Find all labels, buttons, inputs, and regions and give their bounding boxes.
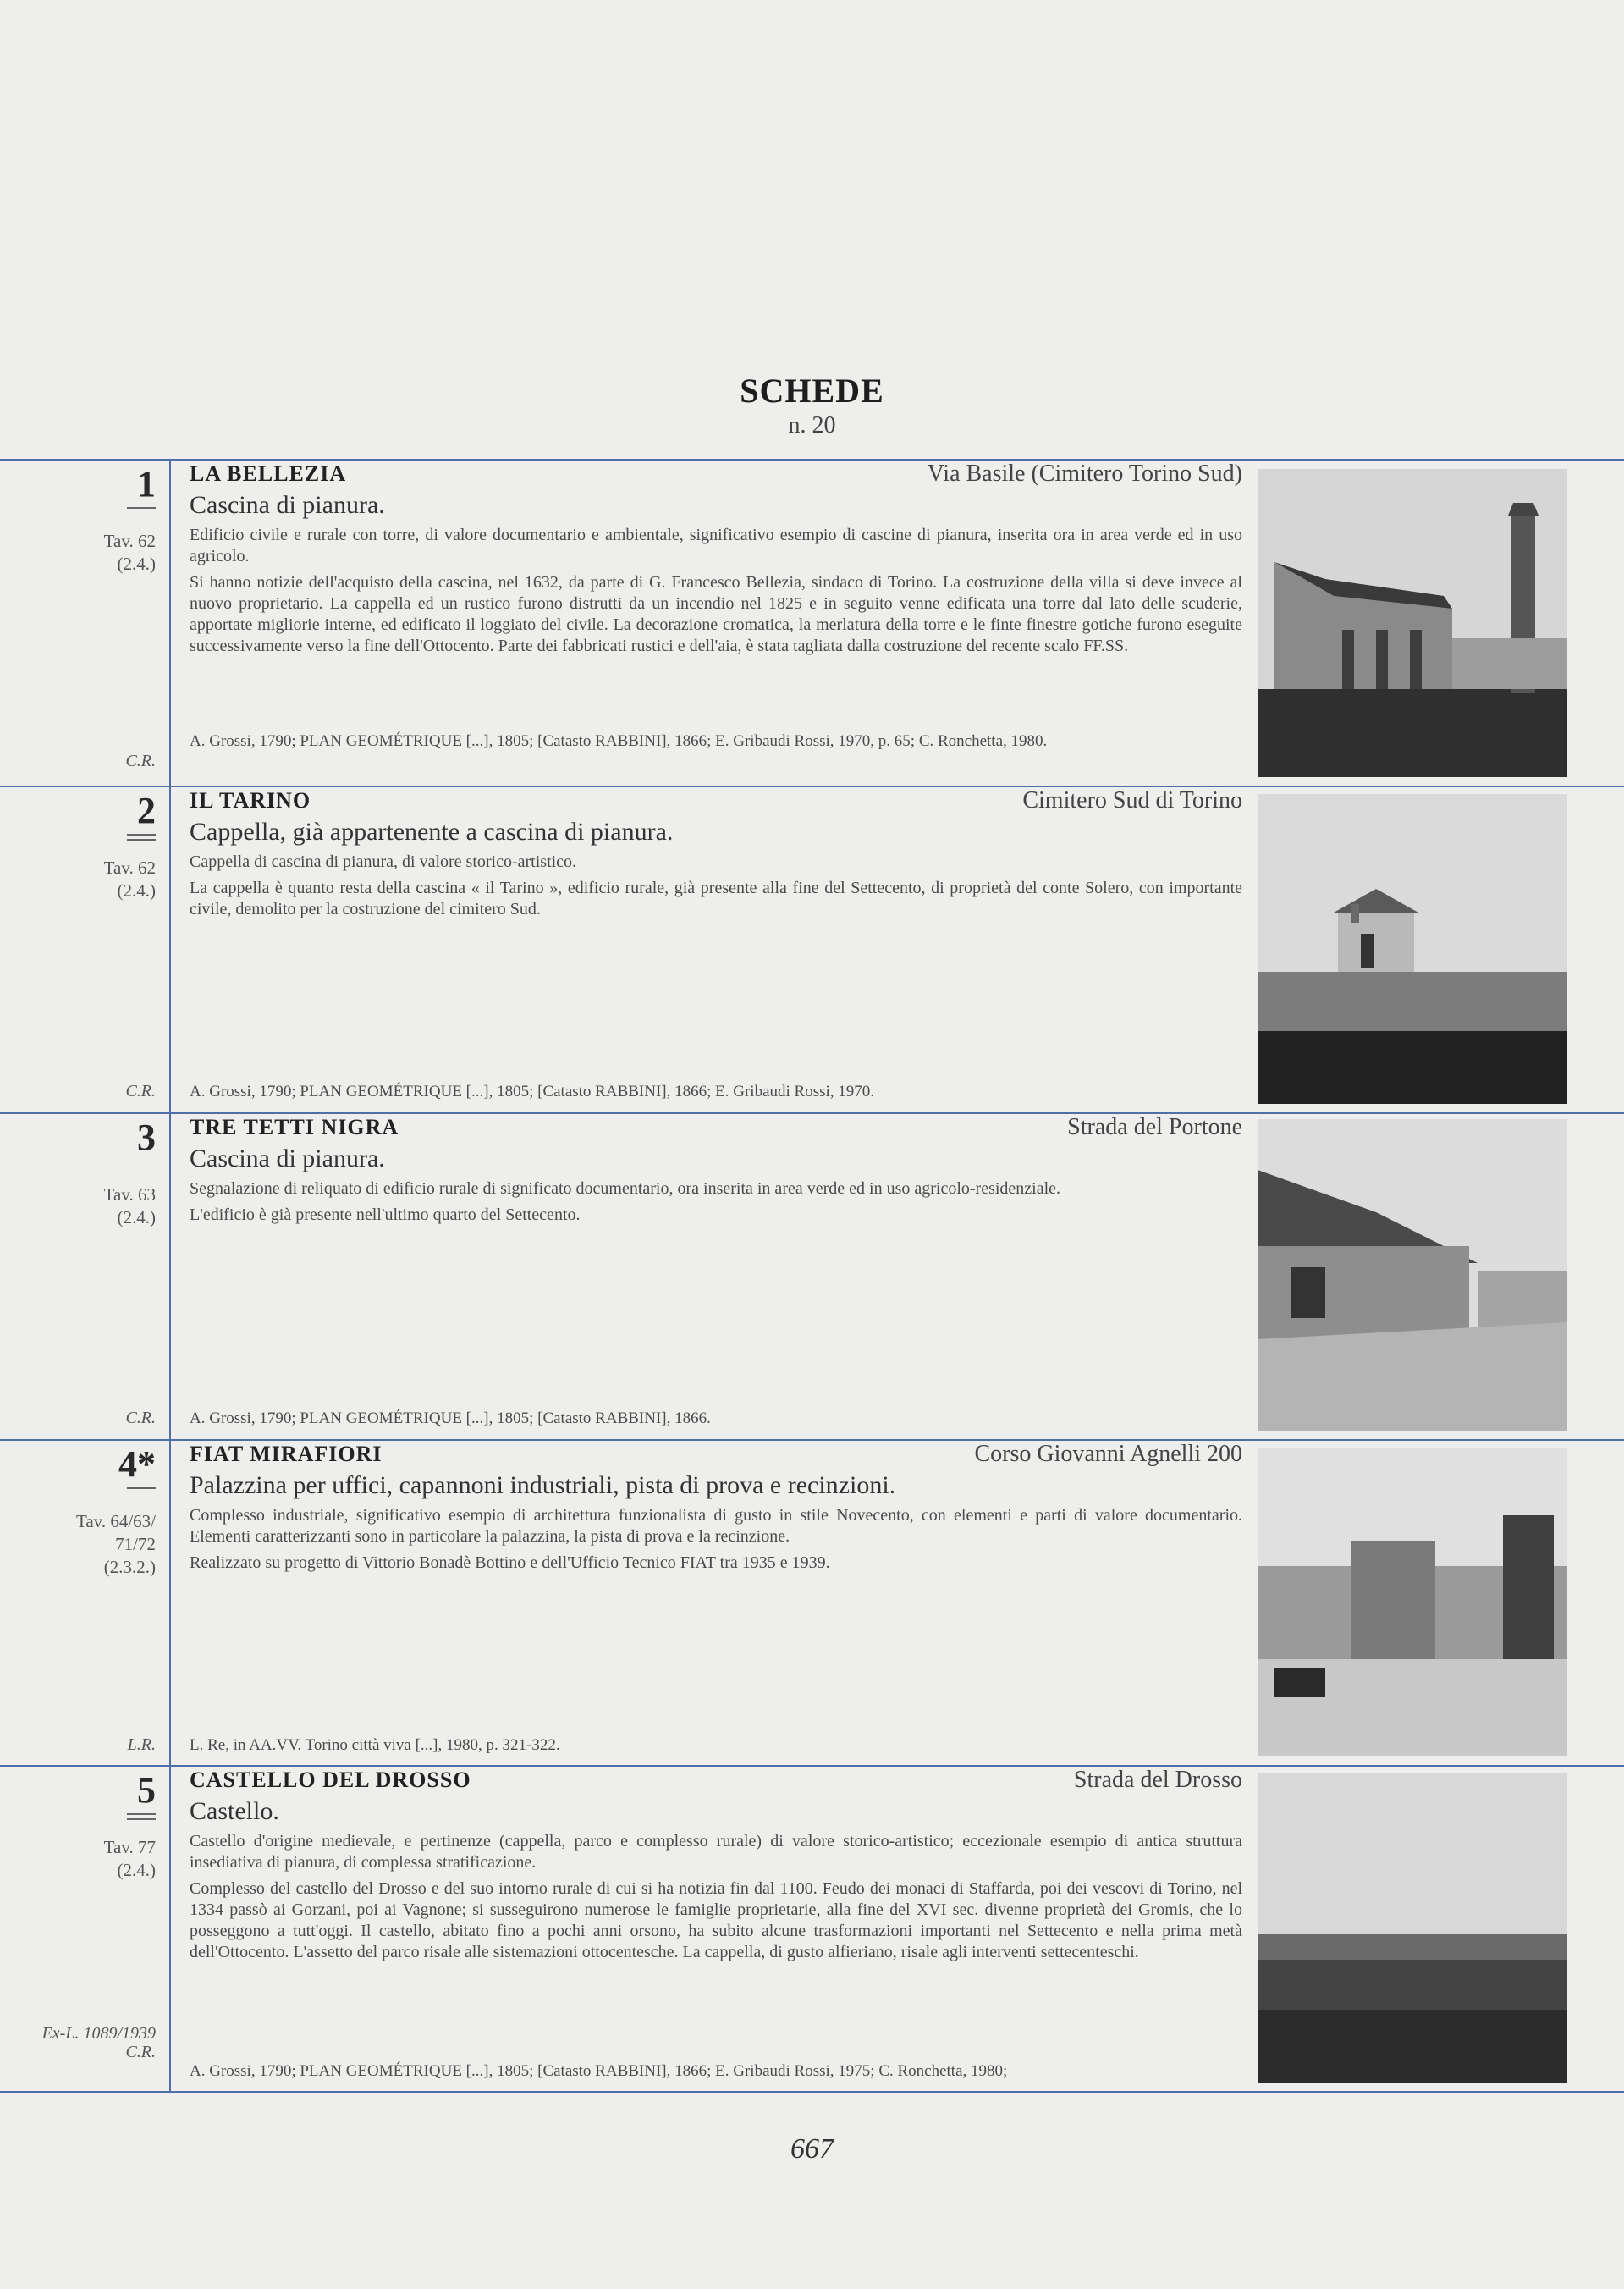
entry-type: Palazzina per uffici, capannoni industriali, pista di prova e recinzioni. bbox=[190, 1471, 896, 1499]
entry-paragraph: Complesso del castello del Drosso e del suo intorno rurale di cui si ha notizia fin dal 1100. Feudo dei monaci di Staffarda, poi dei vescovi di Torino, nel 1334 passò ai Gorzani, poi ai Vagnone; si susseguirono numerose le famiglie proprietarie, alla fine del XVI sec. divenne proprietà dei Gromis, che lo posseggono a tutt'oggi. Il castello, abitato fino a pochi anni orsono, ha subito alcune trasformazioni importanti nel Settecento e nella prima metà dell'Ottocento. L'assetto del parco risale alle sistemazioni ottocentesche. La cappella, di gusto alfieriano, risale agli interventi settecenteschi. bbox=[190, 1879, 1242, 1961]
author-initials: C.R. bbox=[125, 752, 156, 770]
entry-location: Corso Giovanni Agnelli 200 bbox=[974, 1441, 1242, 1467]
photo-castello-del-drosso bbox=[1258, 1773, 1567, 2083]
entry-content bbox=[190, 1767, 1242, 1968]
entry-content bbox=[190, 1114, 1242, 1231]
photo-fiat-mirafiori bbox=[1258, 1448, 1567, 1756]
entry-type: Cascina di pianura. bbox=[190, 1144, 385, 1172]
tavola-ref: Tav. 77 (2.4.) bbox=[103, 1837, 156, 1880]
page-number: 667 bbox=[790, 2133, 834, 2165]
entry-paragraph: L'edificio è già presente nell'ultimo quarto del Settecento. bbox=[190, 1205, 581, 1224]
bibliography: A. Grossi, 1790; PLAN GEOMÉTRIQUE [...], 1805; [Catasto RABBINI], 1866; E. Gribaudi Rossi, 1975; C. Ronchetta, 1980; bbox=[190, 2062, 1008, 2080]
bibliography: L. Re, in AA.VV. Torino città viva [...], 1980, p. 321-322. bbox=[190, 1736, 560, 1754]
entry-location: Strada del Portone bbox=[1067, 1114, 1242, 1140]
entry-type: Cappella, già appartenente a cascina di pianura. bbox=[190, 818, 674, 846]
entry-name: IL TARINO bbox=[190, 788, 311, 813]
tavola-ref: Tav. 62 (2.4.) bbox=[103, 531, 156, 574]
entry-paragraph: Realizzato su progetto di Vittorio Bonadè Bottino e dell'Ufficio Tecnico FIAT tra 1935 e 1939. bbox=[190, 1553, 830, 1572]
entries-table bbox=[0, 459, 1624, 2093]
entry-location: Cimitero Sud di Torino bbox=[1022, 787, 1242, 814]
entry-paragraph: La cappella è quanto resta della cascina « il Tarino », edificio rurale, già presente alla fine del Settecento, di proprietà del conte Solero, con importante civile, demolito per la costruzione del cimitero Sud. bbox=[190, 879, 1242, 918]
entry-1 bbox=[0, 459, 1624, 786]
entry-content bbox=[190, 461, 1242, 662]
entry-4 bbox=[0, 1439, 1624, 1765]
tavola-ref: Tav. 64/63/ 71/72 (2.3.2.) bbox=[76, 1511, 156, 1577]
bibliography: A. Grossi, 1790; PLAN GEOMÉTRIQUE [...], 1805; [Catasto RABBINI], 1866; E. Gribaudi Rossi, 1970. bbox=[190, 1083, 875, 1100]
author-initials: L.R. bbox=[127, 1735, 156, 1754]
tavola-ref: Tav. 63 (2.4.) bbox=[103, 1184, 156, 1227]
entry-paragraph: Si hanno notizie dell'acquisto della cascina, nel 1632, da parte di G. Francesco Bellezia, sindaco di Torino. La costruzione della villa si deve invece al nuovo proprietario. La cappella ed un rustico furono distrutti da un incendio nel 1825 e in seguito venne edificata una torre dal lato delle scuderie, apportate migliorie interne, ed edificato il loggiato del civile. La decorazione cromatica, la merlatura della torre e le finte finestre gotiche furono eseguite successivamente verso la fine dell'Ottocento. Parte dei fabbricati rustici e dell'aia, è stata tagliata dalla costruzione del recente scalo FF.SS. bbox=[190, 573, 1242, 655]
page-subtitle: n. 20 bbox=[788, 412, 836, 438]
author-initials: C.R. bbox=[125, 1082, 156, 1100]
entry-name: TRE TETTI NIGRA bbox=[190, 1115, 399, 1139]
author-initials: C.R. bbox=[125, 1409, 156, 1427]
bibliography: A. Grossi, 1790; PLAN GEOMÉTRIQUE [...], 1805; [Catasto RABBINI], 1866. bbox=[190, 1409, 711, 1427]
entry-number: 1 bbox=[34, 462, 156, 509]
entry-number: 5 bbox=[34, 1768, 156, 1820]
entry-number: 3 bbox=[137, 1117, 156, 1158]
entry-name: CASTELLO DEL DROSSO bbox=[190, 1768, 471, 1792]
entry-name: LA BELLEZIA bbox=[190, 461, 347, 486]
entry-location: Strada del Drosso bbox=[1073, 1767, 1242, 1793]
photo-il-tarino bbox=[1258, 794, 1567, 1104]
entry-location: Via Basile (Cimitero Torino Sud) bbox=[927, 461, 1242, 487]
tavola-ref: Tav. 62 (2.4.) bbox=[103, 858, 156, 901]
photo-la-bellezia bbox=[1258, 469, 1567, 777]
entry-number: 4* bbox=[34, 1442, 156, 1489]
entry-5 bbox=[0, 1765, 1624, 2092]
entry-paragraph: Edificio civile e rurale con torre, di valore documentario e ambientale, significativo esempio di cascine di pianura, inserita ora in area verde ed in uso agricolo. bbox=[190, 526, 1242, 565]
bibliography: A. Grossi, 1790; PLAN GEOMÉTRIQUE [...], 1805; [Catasto RABBINI], 1866; E. Gribaudi Rossi, 1970, p. 65; C. Ronchetta, 1980. bbox=[190, 732, 1048, 750]
entry-paragraph: Cappella di cascina di pianura, di valore storico-artistico. bbox=[190, 852, 577, 871]
entry-type: Cascina di pianura. bbox=[190, 491, 385, 519]
entry-content bbox=[190, 1441, 1242, 1579]
page-title: SCHEDE bbox=[740, 372, 884, 410]
entry-content bbox=[190, 787, 1242, 925]
entry-3 bbox=[0, 1112, 1624, 1439]
entry-paragraph: Castello d'origine medievale, e pertinenze (cappella, parco e complesso rurale) di valore storico-artistico; eccezionale esempio di antica struttura insediativa di pianura, di complessa stratificazione. bbox=[190, 1832, 1242, 1872]
entry-2 bbox=[0, 786, 1624, 1112]
entry-number: 2 bbox=[34, 789, 156, 841]
page-header bbox=[0, 371, 1624, 439]
entry-paragraph: Complesso industriale, significativo esempio di architettura funzionalista di gusto in stile Novecento, con elementi e parti di valore documentario. Elementi caratterizzanti sono in particolare la palazzina, la pista di prova e la recinzione. bbox=[190, 1506, 1242, 1546]
entry-paragraph: Segnalazione di reliquato di edificio rurale di significato documentario, ora inserita in area verde ed in uso agricolo-residenziale. bbox=[190, 1179, 1061, 1198]
author-initials: Ex-L. 1089/1939 C.R. bbox=[41, 2024, 156, 2061]
photo-tre-tetti-nigra bbox=[1258, 1119, 1567, 1431]
entry-name: FIAT MIRAFIORI bbox=[190, 1442, 383, 1466]
entry-type: Castello. bbox=[190, 1797, 279, 1825]
